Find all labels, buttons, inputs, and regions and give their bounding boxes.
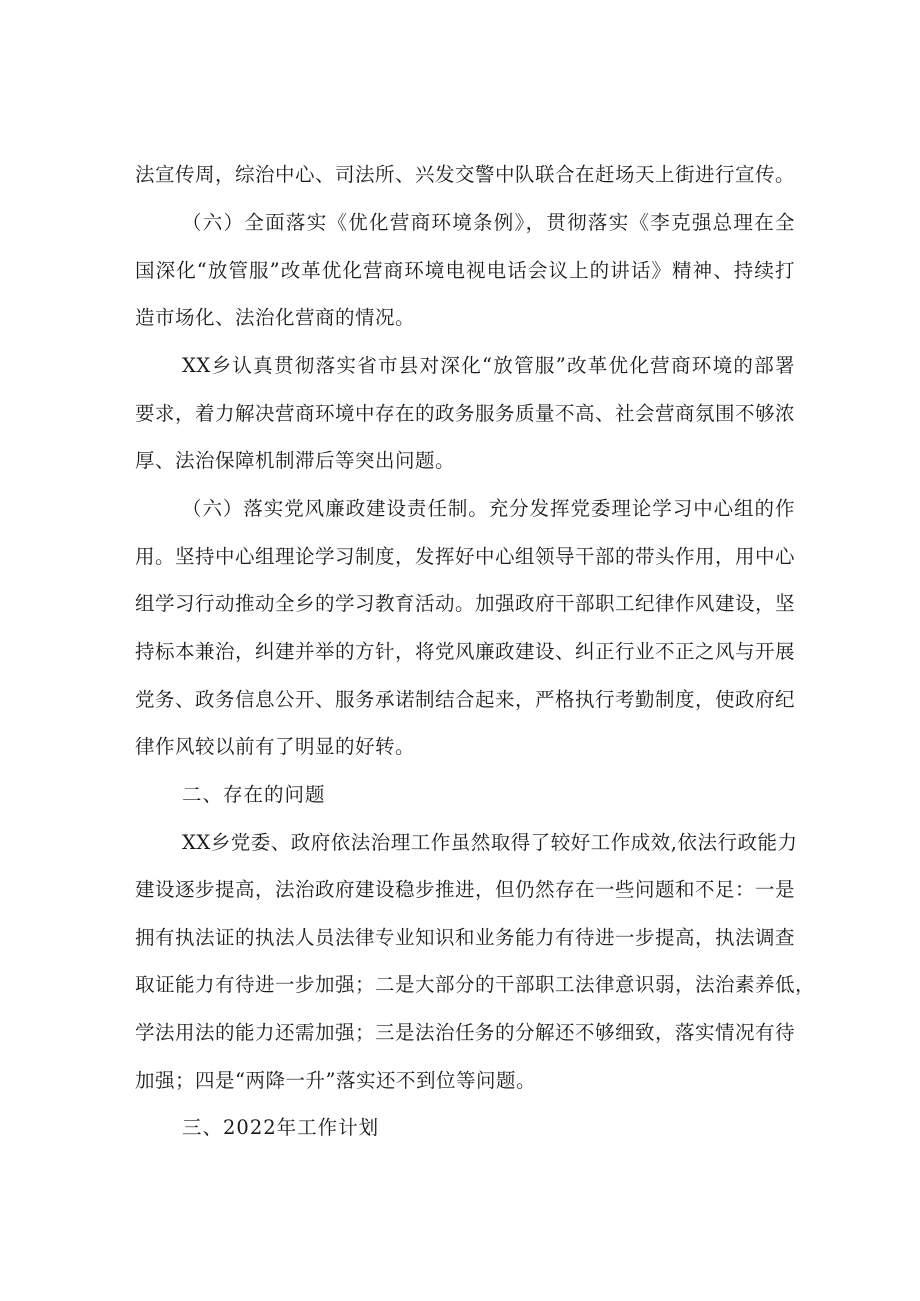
paragraph-line: 建设逐步提高，法治政府建设稳步推进，但仍然存在一些问题和不足：一是 [135, 878, 796, 901]
paragraph-line: 要求，着力解决营商环境中存在的政务服务质量不高、社会营商氛围不够浓 [135, 402, 796, 425]
paragraph-line: XX乡党委、政府依法治理工作虽然取得了较好工作成效,依法行政能力 [182, 831, 798, 854]
paragraph-line: 法宣传周，综治中心、司法所、兴发交警中队联合在赶场天上街进行宣传。 [135, 163, 796, 186]
paragraph-line: 用。坚持中心组理论学习制度，发挥好中心组领导干部的带头作用，用中心 [135, 545, 796, 568]
paragraph-line: 持标本兼治，纠建并举的方针，将党风廉政建设、纠正行业不正之风与开展 [135, 640, 796, 663]
paragraph-line: 加强；四是“两降一升”落实还不到位等问题。 [135, 1069, 536, 1092]
paragraph-line: （六）落实党风廉政建设责任制。充分发挥党委理论学习中心组的作 [182, 497, 795, 520]
paragraph-line: （六）全面落实《优化营商环境条例》，贯彻落实《李克强总理在全 [182, 211, 795, 234]
paragraph-line: 律作风较以前有了明显的好转。 [135, 735, 416, 758]
paragraph-line: 学法用法的能力还需加强；三是法治任务的分解还不够细致，落实情况有待 [135, 1021, 796, 1044]
paragraph-line: 取证能力有待进一步加强；二是大部分的干部职工法律意识弱，法治素养低， [135, 973, 816, 996]
paragraph-line: 厚、法治保障机制滞后等突出问题。 [135, 449, 456, 472]
section-heading: 二、存在的问题 [182, 783, 326, 806]
paragraph-line: 组学习行动推动全乡的学习教育活动。加强政府干部职工纪律作风建设，坚 [135, 592, 796, 615]
paragraph-line: 国深化“放管服”改革优化营商环境电视电话会议上的讲话》精神、持续打 [135, 259, 795, 282]
paragraph-line: 拥有执法证的执法人员法律专业知识和业务能力有待进一步提高，执法调查 [135, 926, 796, 949]
paragraph-line: 造市场化、法治化营商的情况。 [135, 306, 416, 329]
section-heading: 三、2022年工作计划 [182, 1116, 380, 1139]
paragraph-line: 党务、政务信息公开、服务承诺制结合起来，严格执行考勤制度，使政府纪 [135, 688, 796, 711]
paragraph-line: XX乡认真贯彻落实省市县对深化“放管服”改革优化营商环境的部署 [182, 354, 795, 377]
